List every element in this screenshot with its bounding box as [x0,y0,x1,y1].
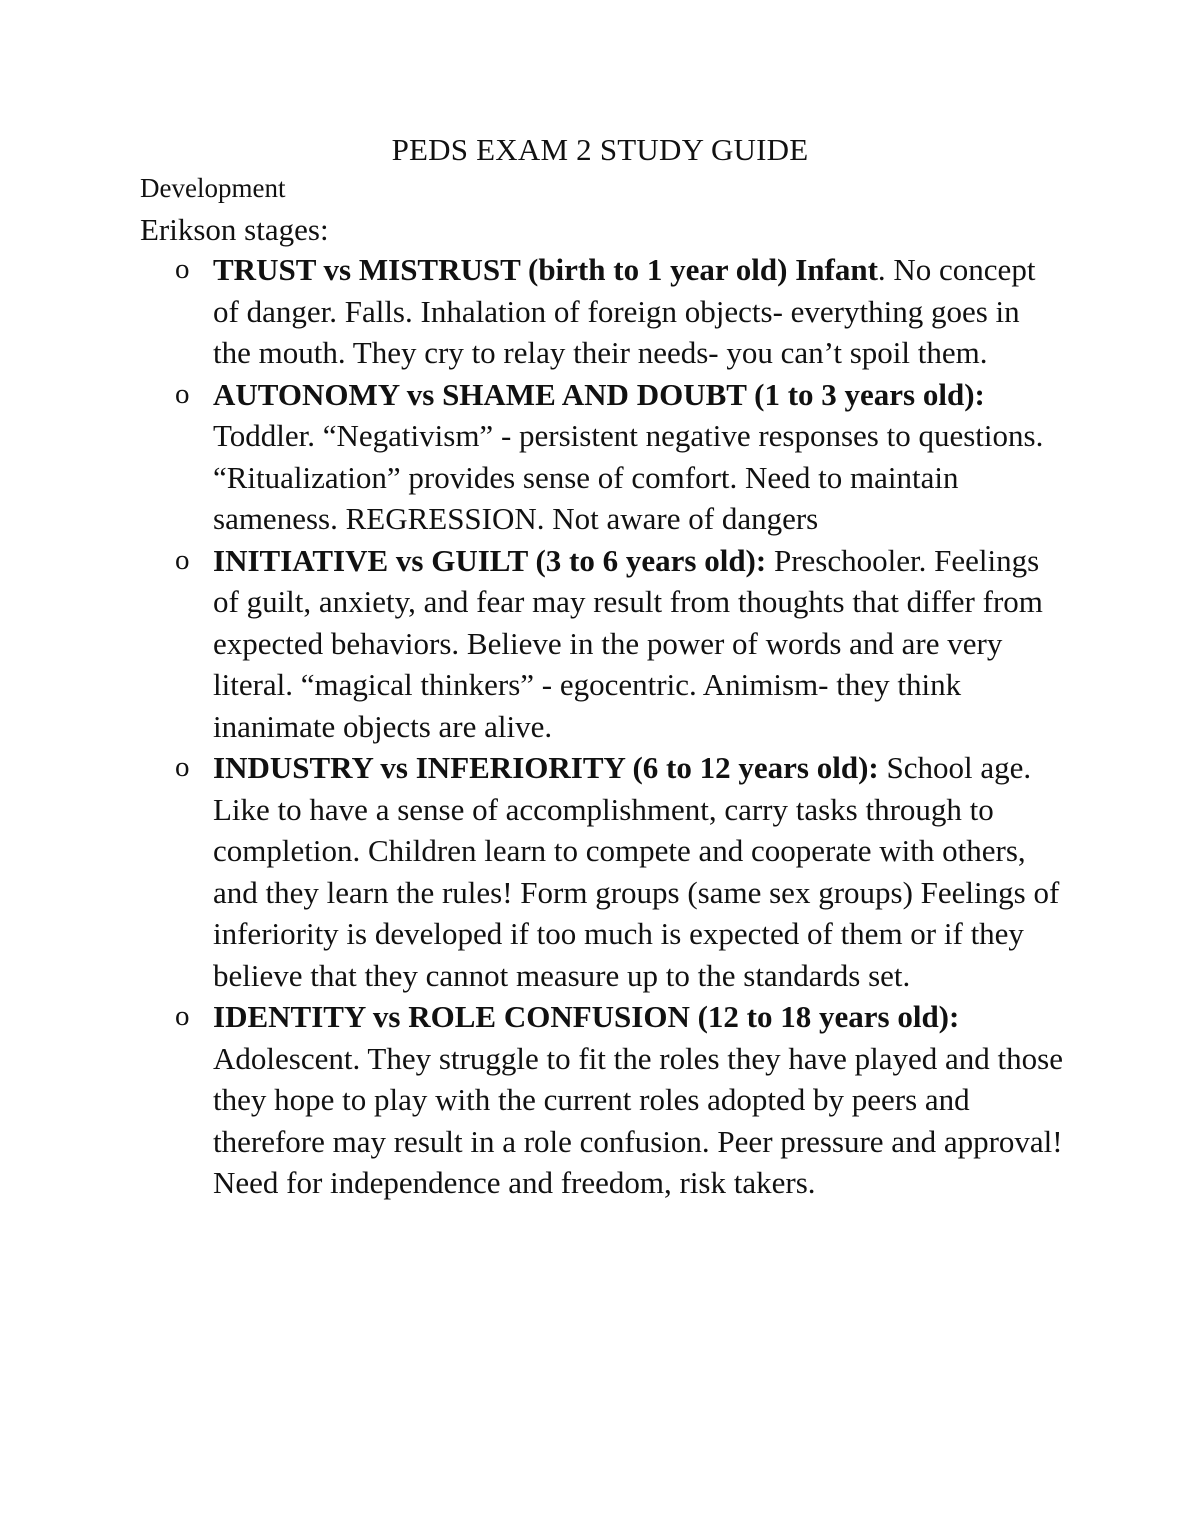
list-item [175,996,1063,1204]
stage-description: Preschooler. Feelings of guilt, anxiety, and fear may result from thoughts that differ from expected behaviors. Believe in the power of words and are very literal. “magical thinkers” - egocentric. Animism- they think inanimate objects are alive. [213,542,1043,744]
bullet-icon: o [175,377,190,410]
stage-description: . No concept of danger. Falls. Inhalation of foreign objects- everything goes in the mouth. They cry to relay their needs- you can’t spoil them. [213,252,1036,370]
stage-title: AUTONOMY vs SHAME AND DOUBT (1 to 3 years old): [213,376,985,412]
stage-description: Adolescent. They struggle to fit the roles they have played and those they hope to play with the current roles adopted by peers and therefore may result in a role confusion. Peer pressure and approval! Need for independence and freedom, risk takers. [213,1040,1063,1200]
list-item [175,747,1063,996]
bullet-icon: o [175,1000,190,1032]
stage-title: INDUSTRY vs INFERIORITY (6 to 12 years old): [213,750,879,785]
document-title: PEDS EXAM 2 STUDY GUIDE [391,132,809,167]
bullet-icon: o [175,253,190,285]
stage-description: Toddler. “Negativism” - persistent negative responses to questions. “Ritualization” provides sense of comfort. Need to maintain sameness. REGRESSION. Not aware of dangers [213,418,1044,536]
bullet-icon: o [175,751,190,783]
stage-title: TRUST vs MISTRUST (birth to 1 year old) Infant [213,252,878,287]
stage-title: IDENTITY vs ROLE CONFUSION (12 to 18 years old): [213,999,960,1034]
section-heading: Development [140,173,286,203]
stage-title: INITIATIVE vs GUILT (3 to 6 years old): [213,542,767,578]
list-intro: Erikson stages: [140,212,329,247]
erikson-stages-list [175,249,1063,1204]
bullet-icon: o [175,543,190,576]
list-item [175,249,1063,374]
list-item [175,540,1063,748]
stage-description: School age. Like to have a sense of accomplishment, carry tasks through to completion. Children learn to compete and cooperate with others, and they learn the rules! Form groups (same sex groups) Feelings of inferiority is developed if too much is expected of them or if they believe that they cannot measure up to the standards set. [213,750,1060,993]
list-item [175,374,1063,540]
